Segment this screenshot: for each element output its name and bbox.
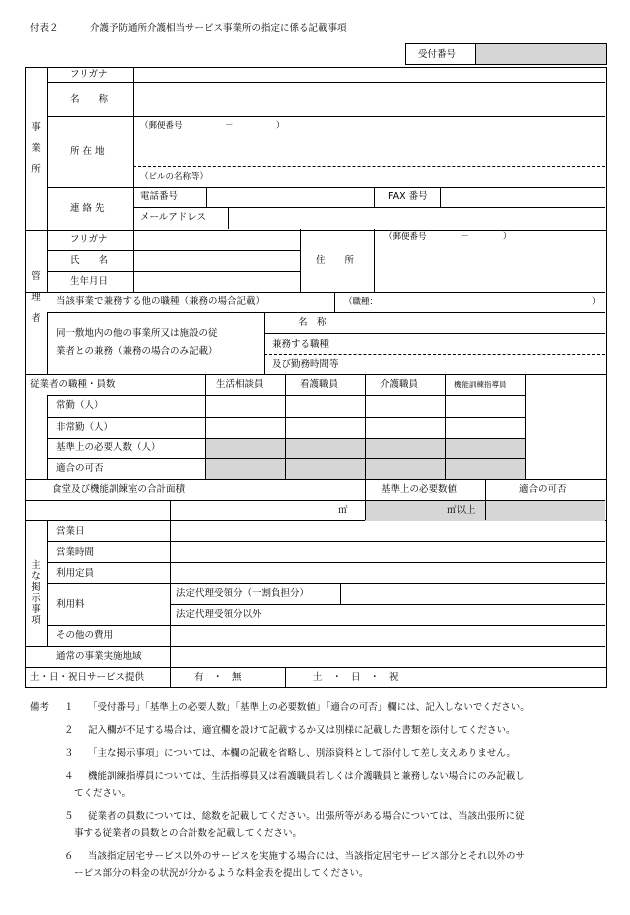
remarks-title: 備考 [30, 702, 50, 713]
phone-label: 電話番号 [140, 191, 179, 202]
other-facility-line2: 業者との兼務（兼務の場合のみ記載） [56, 346, 218, 357]
remark-3-num: ３ [64, 748, 74, 759]
remark-4-num: ４ [64, 771, 74, 782]
remark-1-text: 「受付番号」「基準上の必要人数」「基準上の必要数値」「適合の可否」欄には、記入しないでください。 [88, 702, 530, 713]
concurrent-job-type-label: 兼務する職種 [272, 339, 330, 350]
area-unit: ㎡ [338, 505, 348, 516]
remark-6-text-1: 当該指定居宅サービス以外のサービスを実施する場合には、当該指定居宅サービス部分とそれ以外のサ [88, 851, 526, 862]
remark-6-text-2: ービス部分の料金の状況が分かるような料金表を提出してください。 [74, 868, 369, 879]
remark-6-num: ６ [64, 851, 74, 862]
area-label: 食堂及び機能訓練室の合計面積 [52, 484, 186, 495]
weekend-days: 土 ・ 日 ・ 祝 [313, 672, 399, 683]
concurrent-job-label: 当該事業で兼務する他の職種（兼務の場合記載） [56, 296, 266, 307]
area-required-label: 基準上の必要数値 [381, 484, 458, 495]
fee-agent-label: 法定代理受領分（一割負担分） [176, 588, 310, 599]
work-hours-label: 及び勤務時間等 [272, 359, 339, 370]
row-full-time: 常勤（人） [56, 400, 104, 411]
facility-name-label: 名 称 [298, 317, 327, 328]
other-facility-line1: 同一敷地内の他の事業所又は施設の従 [56, 328, 218, 339]
capacity-label: 利用定員 [56, 568, 95, 579]
remark-1-num: １ [64, 702, 74, 713]
remark-3-text: 「主な掲示事項」については、本欄の記載を省略し、別添資料として添付して差し支えありません。 [88, 748, 516, 759]
email-label: メールアドレス [140, 212, 207, 223]
fax-label: FAX 番号 [388, 191, 428, 202]
col-care-worker: 介護職員 [380, 379, 419, 390]
row-required: 基準上の必要人数（人） [56, 442, 161, 453]
business-building-name: （ビルの名称等） [140, 172, 209, 182]
business-hours-label: 営業時間 [56, 547, 95, 558]
staff-header: 従業者の職種・員数 [30, 379, 116, 390]
service-area-label: 通常の事業実施地域 [56, 651, 142, 662]
row-compliance: 適合の可否 [56, 463, 104, 474]
manager-name-label: 氏 名 [70, 255, 109, 266]
page-title: 介護予防通所介護相当サービス事業所の指定に係る記載事項 [90, 23, 347, 34]
weekend-yes-no: 有 ・ 無 [194, 672, 242, 683]
remark-5-num: ５ [64, 811, 74, 822]
remark-4-text-2: てください。 [74, 788, 132, 799]
notice-side-label: 主 な 掲 示 事 項 [31, 560, 41, 626]
area-compliance-label: 適合の可否 [519, 484, 567, 495]
remark-2-text: 記入欄が不足する場合は、適宜欄を設けて記載するか又は別様に記載した書類を添付してください。 [88, 725, 516, 736]
manager-furigana-label: フリガナ [70, 234, 108, 245]
business-postal-code: （郵便番号 － ） [140, 121, 285, 131]
fee-other-label: 法定代理受領分以外 [176, 609, 262, 620]
remark-2-num: ２ [64, 725, 74, 736]
area-unit-min: ㎡以上 [447, 505, 476, 516]
receipt-label: 受付番号 [418, 49, 457, 60]
other-cost-label: その他の費用 [56, 630, 114, 641]
manager-side-label: 管 理 者 [31, 271, 41, 324]
business-contact-label: 連 絡 先 [70, 203, 105, 214]
remark-4-text-1: 機能訓練指導員については、生活指導員又は看護職員若しくは介護職員と兼務しない場合にのみ記載し [88, 771, 525, 782]
col-life-counselor: 生活相談員 [216, 379, 264, 390]
form-number: 付表２ [30, 23, 59, 34]
receipt-label-cell [405, 43, 477, 65]
receipt-number-field [475, 43, 607, 65]
job-type-close: ） [592, 297, 601, 307]
business-address-label: 所 在 地 [70, 146, 105, 157]
job-type-label: （職種： [344, 297, 379, 307]
remark-5-text-2: 事する従業者の員数との合計数を記載してください。 [74, 828, 303, 839]
business-days-label: 営業日 [56, 526, 85, 537]
remark-5-text-1: 従業者の員数については、総数を記載してください。出張所等がある場合については、当該出張所に従 [88, 811, 525, 822]
manager-birth-label: 生年月日 [70, 276, 109, 287]
manager-address-label: 住 所 [316, 255, 355, 266]
row-part-time: 非常勤（人） [56, 422, 114, 433]
weekend-label: 土・日・祝日サービス提供 [30, 672, 145, 683]
business-furigana-label: フリガナ [70, 69, 108, 80]
business-name-label: 名 称 [70, 94, 109, 105]
fee-label: 利用料 [56, 599, 85, 610]
business-side-label: 事 業 所 [31, 122, 41, 175]
col-function-trainer: 機能訓練指導員 [454, 380, 507, 389]
col-nurse: 看護職員 [300, 379, 339, 390]
manager-postal-code: （郵便番号 － ） [384, 232, 512, 242]
